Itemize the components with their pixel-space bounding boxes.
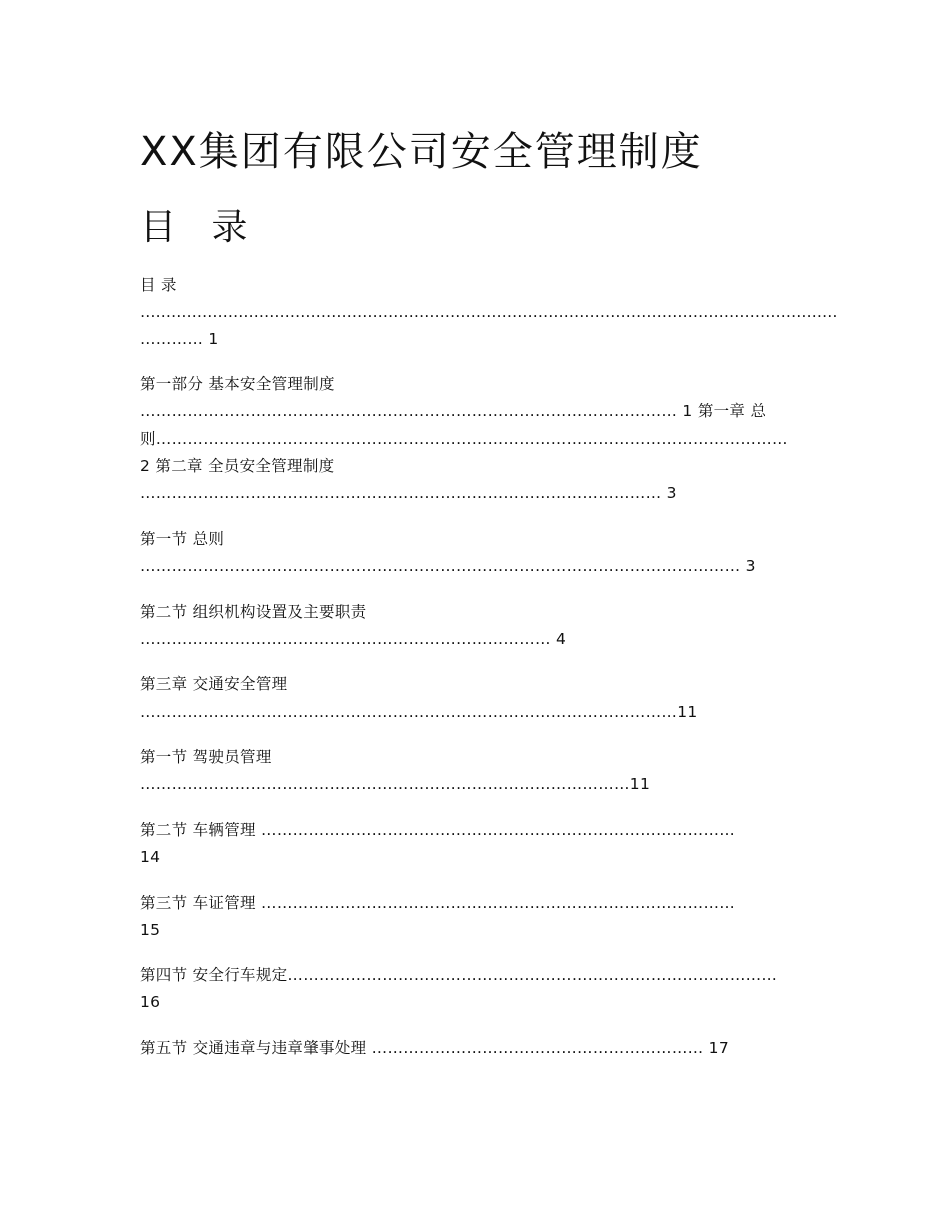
toc-line: 第一部分 基本安全管理制度 <box>140 375 335 393</box>
toc-line: 16 <box>140 993 161 1011</box>
toc-line: 第一节 驾驶员管理 <box>140 748 272 766</box>
toc-line: ………………………………………………………………………………………… 1 第一章 总 <box>140 402 767 420</box>
toc-line: …………………………………………………………………………………11 <box>140 775 651 793</box>
toc-line: …………………………………………………………………………………………11 <box>140 703 698 721</box>
toc-line: 第二节 组织机构设置及主要职责 <box>140 603 367 621</box>
toc-line: 则………………………………………………………………………………………………………… <box>140 430 788 448</box>
toc-line: 第五节 交通违章与违章肇事处理 ……………………………………………………… 17 <box>140 1039 730 1057</box>
toc-line: 第二节 车辆管理 ……………………………………………………………………………… <box>140 821 736 839</box>
toc-line: 第一节 总则 <box>140 530 225 548</box>
toc-line: 第四节 安全行车规定………………………………………………………………………………… <box>140 966 778 984</box>
toc-line: 15 <box>140 921 161 939</box>
toc-line: ……………………………………………………………………………………………………………………… <box>140 303 838 321</box>
toc-line: …………………………………………………………………………………………………… 3 <box>140 557 756 575</box>
toc-line: ……………………………………………………………………………………… 3 <box>140 484 677 502</box>
document-title: XX集团有限公司安全管理制度 <box>140 129 703 175</box>
toc-line: 目 录 <box>140 276 177 294</box>
toc-line: 第三章 交通安全管理 <box>140 675 288 693</box>
toc-heading: 目 录 <box>140 207 260 248</box>
toc-line: 14 <box>140 848 161 866</box>
toc-line: 2 第二章 全员安全管理制度 <box>140 457 335 475</box>
toc-line: ………… 1 <box>140 330 219 348</box>
toc-line: 第三节 车证管理 ……………………………………………………………………………… <box>140 894 736 912</box>
toc-line: …………………………………………………………………… 4 <box>140 630 567 648</box>
